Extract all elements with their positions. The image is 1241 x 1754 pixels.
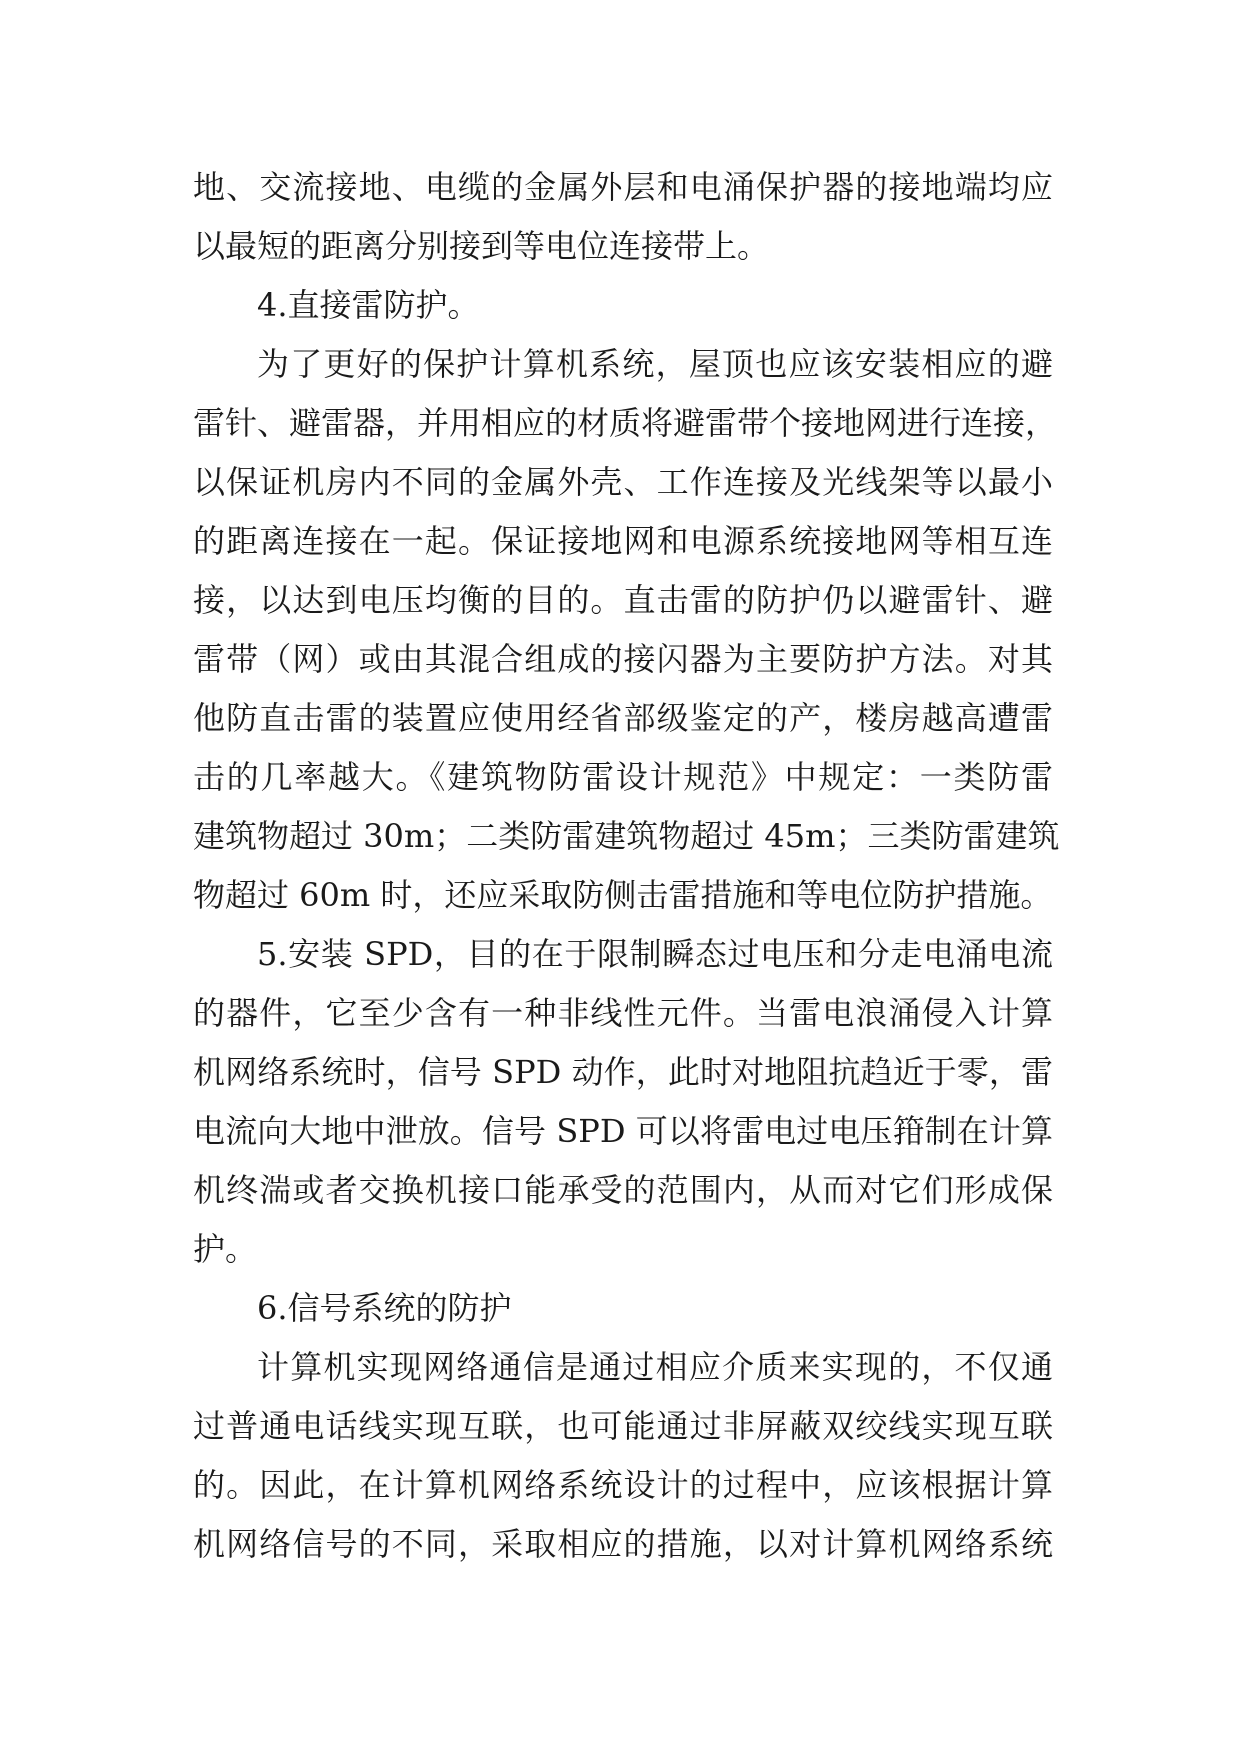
text-line: 他防直击雷的装置应使用经省部级鉴定的产，楼房越高遭雷 [193,699,1053,737]
text-line: 护。 [193,1230,258,1268]
text-line: 雷带（网）或由其混合组成的接闪器为主要防护方法。对其 [193,640,1053,678]
text-line: 的距离连接在一起。保证接地网和电源系统接地网等相互连 [193,522,1053,560]
text-line: 计算机实现网络通信是通过相应介质来实现的，不仅通 [257,1348,1053,1386]
text-line: 4.直接雷防护。 [257,286,480,324]
text-line: 雷针、避雷器，并用相应的材质将避雷带个接地网进行连接， [193,404,1058,442]
text-line: 的器件，它至少含有一种非线性元件。当雷电浪涌侵入计算 [193,994,1053,1032]
text-line: 击的几率越大。《建筑物防雷设计规范》中规定：一类防雷 [193,758,1053,796]
text-line: 以最短的距离分别接到等电位连接带上。 [193,227,770,265]
text-line: 为了更好的保护计算机系统，屋顶也应该安装相应的避 [257,345,1053,383]
text-line: 地、交流接地、电缆的金属外层和电涌保护器的接地端均应 [193,168,1053,206]
document-body [193,158,1060,1574]
text-line: 物超过 60m 时，还应采取防侧击雷措施和等电位防护措施。 [193,876,1053,914]
text-line: 机网络系统时，信号 SPD 动作，此时对地阻抗趋近于零，雷 [193,1053,1053,1091]
text-line: 机网络信号的不同，采取相应的措施，以对计算机网络系统 [193,1525,1053,1563]
text-line: 机终湍或者交换机接口能承受的范围内，从而对它们形成保 [193,1171,1053,1209]
text-line: 以保证机房内不同的金属外壳、工作连接及光线架等以最小 [193,463,1053,501]
text-line: 电流向大地中泄放。信号 SPD 可以将雷电过电压箝制在计算 [193,1112,1053,1150]
text-line: 过普通电话线实现互联，也可能通过非屏蔽双绞线实现互联 [193,1407,1053,1445]
text-line: 的。因此，在计算机网络系统设计的过程中，应该根据计算 [193,1466,1053,1504]
text-line: 接，以达到电压均衡的目的。直击雷的防护仍以避雷针、避 [193,581,1053,619]
text-line: 建筑物超过 30m；二类防雷建筑物超过 45m；三类防雷建筑 [193,817,1060,855]
text-line: 6.信号系统的防护 [257,1289,512,1327]
text-line: 5.安装 SPD，目的在于限制瞬态过电压和分走电涌电流 [257,935,1053,973]
